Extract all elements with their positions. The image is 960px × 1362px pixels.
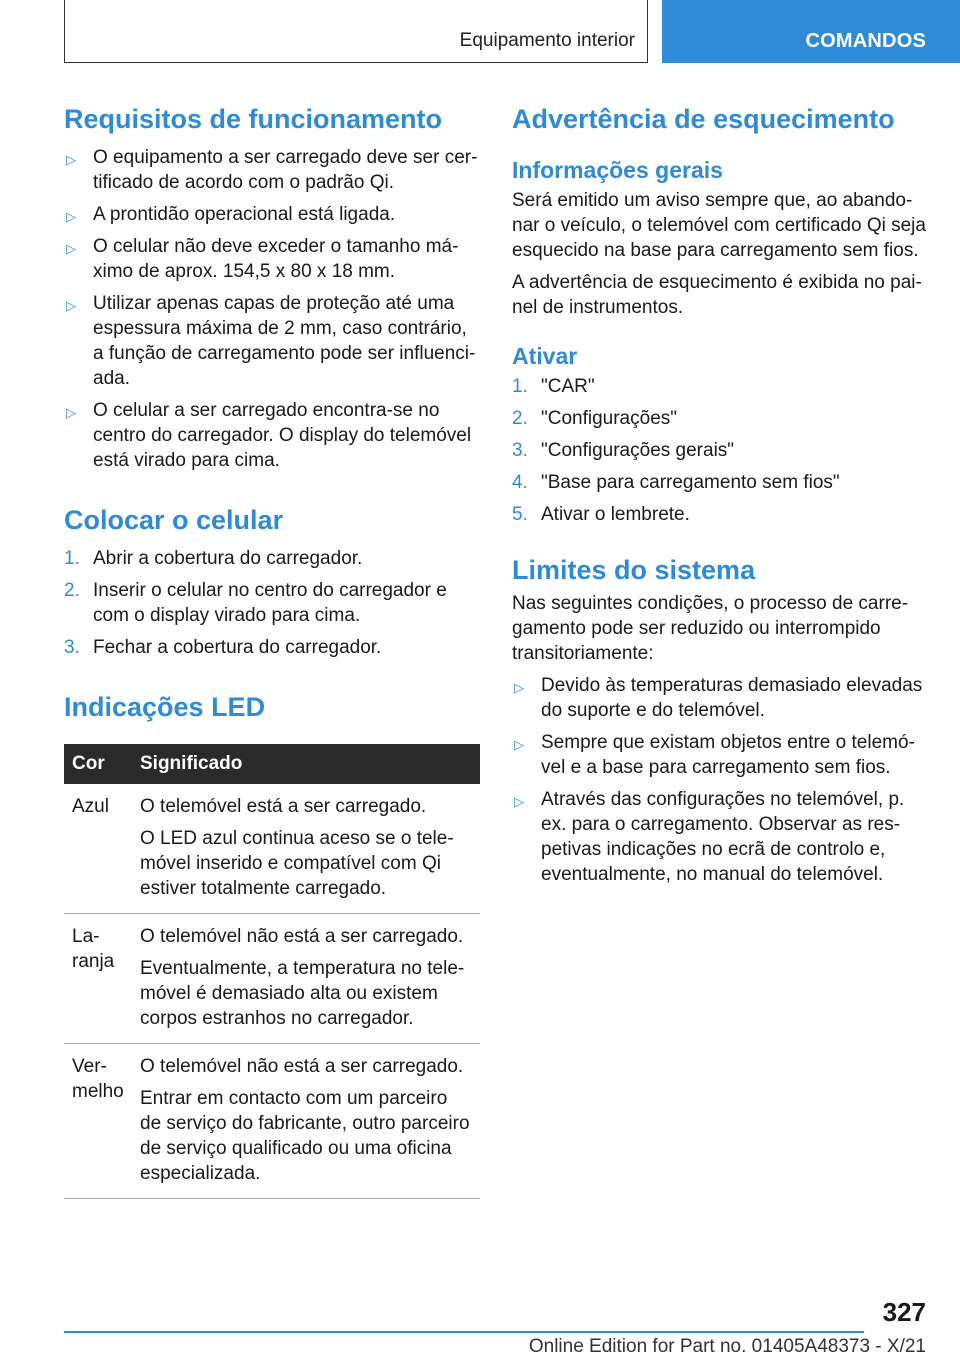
heading-led: Indicações LED — [64, 692, 266, 722]
cell-significado: O telemóvel está a ser carregado. O LED azul continua aceso se o telemóvel inserido e compatível com Qi estiver totalmente carregado. — [132, 784, 480, 914]
table-row — [64, 1044, 480, 1199]
heading-advertencia: Advertência de esquecimento — [512, 104, 895, 134]
list-item: ▷ A prontidão operacional está ligada. — [64, 202, 480, 227]
header-section-box — [64, 0, 648, 63]
step-number: 1. — [64, 548, 80, 569]
header-chapter-tab — [662, 0, 960, 63]
header-chapter-title: COMANDOS — [805, 30, 926, 52]
list-item: ▷ Devido às temperaturas demasiado elevadas do suporte e do telemóvel. — [514, 675, 923, 721]
column-header-significado: Significado — [132, 744, 480, 784]
footer-edition: Online Edition for Part no. 01405A48373 - X/21 — [528, 1336, 926, 1357]
heading-colocar: Colocar o celular — [64, 505, 284, 535]
step-number: 2. — [512, 408, 528, 429]
place-steps-list — [64, 546, 480, 660]
triangle-bullet-icon: ▷ — [66, 152, 76, 167]
triangle-bullet-icon: ▷ — [514, 737, 524, 752]
list-item: ▷ Através das configurações no telemóvel, p. ex. para o carregamento. Observar as respetivas indicações no ecrã de controlo e, eventualmente, no manual do telemóvel. — [514, 789, 905, 885]
table-row — [64, 784, 480, 914]
cell-cor: Vermelho — [64, 1044, 132, 1199]
triangle-bullet-icon: ▷ — [66, 405, 76, 420]
heading-limites: Limites do sistema — [512, 555, 756, 585]
ativar-steps-list — [512, 374, 928, 527]
heading-requisitos: Requisitos de funcionamento — [64, 104, 443, 134]
step-number: 2. — [64, 580, 80, 601]
list-item: 3. "Configurações gerais" — [512, 440, 735, 461]
table-row — [64, 914, 480, 1044]
triangle-bullet-icon: ▷ — [66, 298, 76, 313]
footer-divider — [64, 1331, 864, 1333]
triangle-bullet-icon: ▷ — [514, 680, 524, 695]
cell-cor: Azul — [64, 784, 132, 914]
list-item: 2. "Configurações" — [512, 408, 678, 429]
heading-informacoes: Informações gerais — [512, 157, 723, 183]
paragraph: A advertência de esquecimento é exibida no painel de instrumentos. — [512, 272, 922, 318]
paragraph: Será emitido um aviso sempre que, ao abandonar o veículo, o telemóvel com certificado Qi seja esquecido na base para carregamento sem fios. — [512, 190, 926, 261]
triangle-bullet-icon: ▷ — [66, 241, 76, 256]
limits-list — [512, 673, 928, 887]
right-column — [512, 100, 928, 887]
requirements-list — [64, 145, 480, 473]
cell-cor: Laranja — [64, 914, 132, 1044]
list-item: 3. Fechar a cobertura do carregador. — [64, 637, 382, 658]
list-item: 2. Inserir o celular no centro do carregador e com o display virado para cima. — [64, 580, 447, 626]
triangle-bullet-icon: ▷ — [66, 209, 76, 224]
step-number: 1. — [512, 376, 528, 397]
column-header-cor: Cor — [64, 744, 132, 784]
list-item: 1. "CAR" — [512, 376, 595, 397]
triangle-bullet-icon: ▷ — [514, 794, 524, 809]
list-item: 5. Ativar o lembrete. — [512, 504, 690, 525]
heading-ativar: Ativar — [512, 343, 578, 369]
step-number: 3. — [64, 637, 80, 658]
list-item: 1. Abrir a cobertura do carregador. — [64, 548, 363, 569]
step-number: 3. — [512, 440, 528, 461]
page-number: 327 — [882, 1297, 926, 1327]
list-item: ▷ O celular não deve exceder o tamanho máximo de aprox. 154,5 x 80 x 18 mm. — [66, 236, 459, 282]
list-item: 4. "Base para carregamento sem fios" — [512, 472, 840, 493]
header-section-title: Equipamento interior — [459, 30, 635, 51]
list-item: ▷ Utilizar apenas capas de proteção até uma espessura máxima de 2 mm, caso contrário, a função de carregamento pode ser influenciada. — [66, 293, 476, 389]
led-table — [64, 744, 480, 1199]
list-item: ▷ Sempre que existam objetos entre o telemóvel e a base para carregamento sem fios. — [514, 732, 915, 778]
step-number: 4. — [512, 472, 528, 493]
table-header-row — [64, 744, 480, 784]
list-item: ▷ O equipamento a ser carregado deve ser certificado de acordo com o padrão Qi. — [66, 147, 478, 193]
list-item: ▷ O celular a ser carregado encontra-se no centro do carregador. O display do telemóvel está virado para cima. — [66, 400, 472, 471]
cell-significado: O telemóvel não está a ser carregado. Eventualmente, a temperatura no telemóvel é demasiado alta ou existem corpos estranhos no carregador. — [132, 914, 480, 1044]
paragraph: Nas seguintes condições, o processo de carregamento pode ser reduzido ou interrompido transitoriamente: — [512, 593, 909, 664]
cell-significado: O telemóvel não está a ser carregado. Entrar em contacto com um parceiro de serviço do fabricante, outro parceiro de serviço qualificado ou uma oficina especializada. — [132, 1044, 480, 1199]
left-column — [64, 100, 480, 1199]
step-number: 5. — [512, 504, 528, 525]
